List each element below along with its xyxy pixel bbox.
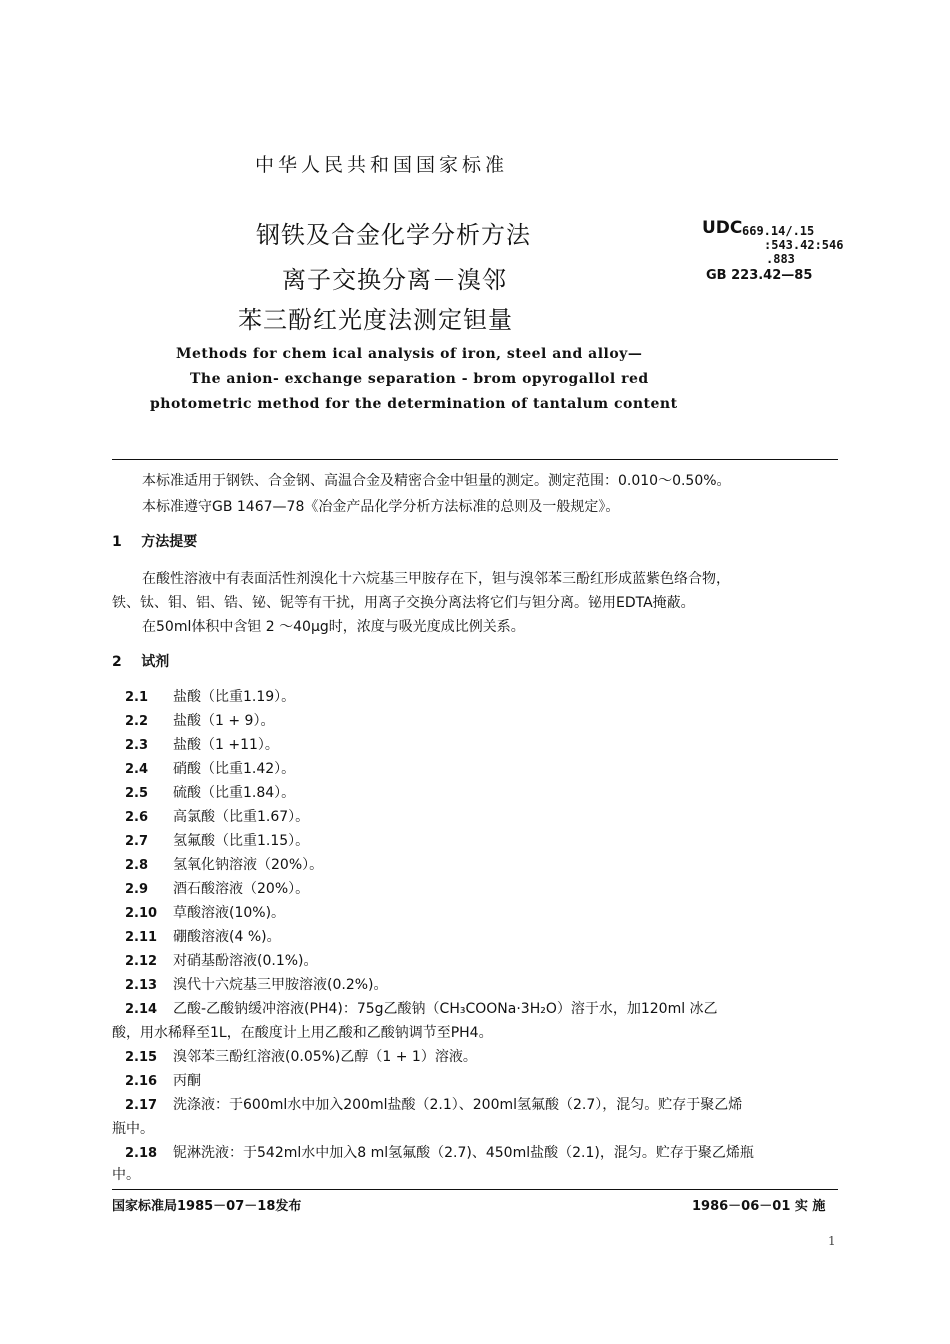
effective-date: 1986－06－01 实 施 [692,1199,826,1214]
reagent-item-2-14: 2.14 乙酸-乙酸钠缓冲溶液(PH4)：75g乙酸钠（CH₃COONa·3H₂O）溶于水，加120ml 冰乙 [125,1001,718,1017]
udc-code-c: .883 [766,252,795,266]
section-1-paragraph-1b: 铁、钛、钼、铝、锆、铋、铌等有干扰，用离子交换分离法将它们与钽分离。铋用EDTA掩蔽。 [112,595,695,611]
reagent-item-2-15: 2.15 溴邻苯三酚红溶液(0.05%)乙醇（1 + 1）溶液。 [125,1049,477,1065]
reagent-item: 2.8 氢氧化钠溶液（20%）。 [125,857,324,873]
section-1-paragraph-2: 在50ml体积中含钽 2 ～40μg时，浓度与吸光度成比例关系。 [142,619,525,635]
section-2-number: 2 [112,654,122,670]
udc-code-a: 669.14/.15 [742,224,815,238]
reagent-item: 2.5 硫酸（比重1.84）。 [125,785,296,801]
udc-code-b: :543.42:546 [764,238,844,252]
issuing-organization: 中华人民共和国国家标准 [255,154,509,176]
section-2-title: 试剂 [141,654,170,670]
page-number: 1 [828,1234,836,1248]
reagent-item: 2.3 盐酸（1 +11）。 [125,737,279,753]
section-1-heading [112,531,197,551]
section-2-heading [112,651,169,671]
title-line-1: 钢铁及合金化学分析方法 [256,221,531,249]
section-1-paragraph-1a: 在酸性溶液中有表面活性剂溴化十六烷基三甲胺存在下，钽与溴邻苯三酚红形成蓝紫色络合物， [142,571,730,587]
top-divider [112,459,838,460]
reagent-item-2-14-continued: 酸，用水稀释至1L，在酸度计上用乙酸和乙酸钠调节至PH4。 [112,1025,493,1041]
reagent-item-2-17: 2.17 洗涤液：于600ml水中加入200ml盐酸（2.1）、200ml氢氟酸（2.7），混匀。贮存于聚乙烯 [125,1097,743,1113]
reagent-item: 2.12 对硝基酚溶液(0.1%)。 [125,953,318,969]
issue-date: 国家标准局1985－07－18发布 [112,1199,302,1214]
title-line-2: 离子交换分离－溴邻 [282,266,507,294]
reagent-item: 2.9 酒石酸溶液（20%）。 [125,881,310,897]
reagent-item: 2.6 高氯酸（比重1.67）。 [125,809,310,825]
intro-paragraph-2: 本标准遵守GB 1467—78《冶金产品化学分析方法标准的总则及一般规定》。 [142,499,620,515]
reagent-item-2-18: 2.18 铌淋洗液：于542ml水中加入8 ml氢氟酸（2.7)、450ml盐酸（2.1)，混匀。贮存于聚乙烯瓶 [125,1145,754,1161]
reagent-item-2-18-continued: 中。 [112,1167,140,1183]
reagent-item: 2.13 溴代十六烷基三甲胺溶液(0.2%)。 [125,977,388,993]
reagent-item-2-16: 2.16 丙酮 [125,1073,201,1089]
section-1-title: 方法提要 [141,534,198,550]
reagent-item: 2.4 硝酸（比重1.42）。 [125,761,296,777]
reagent-item: 2.2 盐酸（1 + 9）。 [125,713,275,729]
reagent-item-2-17-continued: 瓶中。 [112,1121,154,1137]
reagent-item: 2.1 盐酸（比重1.19）。 [125,689,296,705]
intro-paragraph-1: 本标准适用于钢铁、合金钢、高温合金及精密合金中钽量的测定。测定范围：0.010～0.50%。 [142,473,731,489]
english-title-line-1: Methods for chem ical analysis of iron, steel and alloy— [176,346,643,362]
reagent-item: 2.10 草酸溶液(10%)。 [125,905,286,921]
section-1-number: 1 [112,534,122,550]
english-title-line-2: The anion- exchange separation - brom opyrogallol red [190,371,649,387]
title-line-3: 苯三酚红光度法测定钽量 [238,306,513,334]
reagent-item: 2.11 硼酸溶液(4 %)。 [125,929,281,945]
english-title-line-3: photometric method for the determination of tantalum content [150,396,678,412]
gb-standard-number: GB 223.42—85 [706,268,813,283]
bottom-divider [112,1189,838,1190]
udc-label: UDC [702,218,743,238]
reagent-item: 2.7 氢氟酸（比重1.15）。 [125,833,310,849]
